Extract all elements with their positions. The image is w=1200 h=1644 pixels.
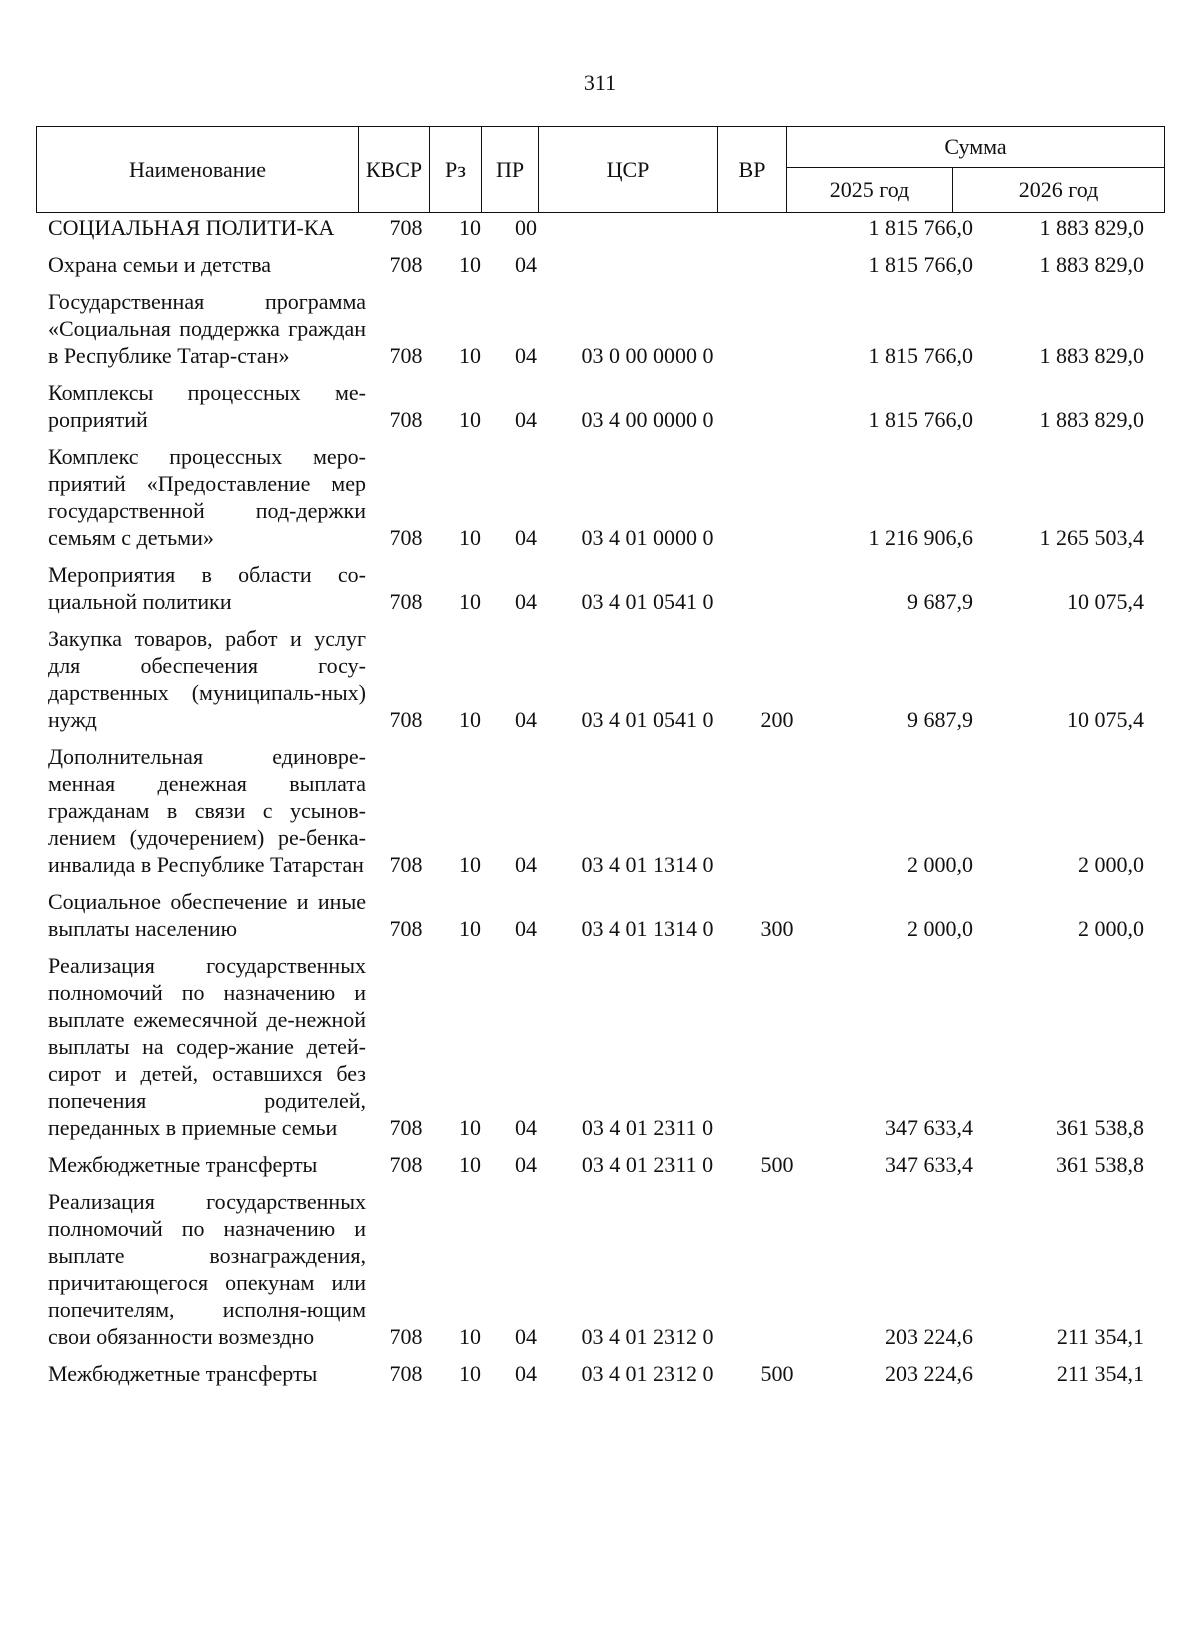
row-pr: 04	[515, 916, 537, 941]
table-row	[36, 743, 1164, 878]
row-name: Закупка товаров, работ и услуг для обеспечения госу-дарственных (муниципаль-ных) нужд	[48, 626, 366, 732]
header-rz: Рз	[430, 127, 482, 213]
header-sum: Сумма	[787, 127, 1165, 168]
row-name: Социальное обеспечение и иные выплаты населению	[48, 889, 366, 941]
row-name: Комплексы процессных ме-роприятий	[48, 380, 366, 432]
row-pr: 04	[515, 1115, 537, 1140]
row-rz: 10	[459, 1152, 481, 1177]
row-pr: 04	[515, 407, 537, 432]
table-row	[36, 251, 1164, 278]
row-pr: 04	[515, 707, 537, 732]
header-csr: ЦСР	[539, 127, 718, 213]
row-name: Комплекс процессных меро-приятий «Предоставление мер государственной под-держки семьям с детьми»	[48, 444, 366, 550]
row-amount-2026: 361 538,8	[1056, 1115, 1144, 1140]
row-name: Мероприятия в области со-циальной политики	[48, 562, 366, 614]
header-year-2026: 2026 год	[953, 168, 1165, 213]
row-rz: 10	[459, 215, 481, 240]
row-name: Охрана семьи и детства	[48, 252, 272, 277]
row-rz: 10	[459, 407, 481, 432]
row-amount-2026: 10 075,4	[1067, 707, 1144, 732]
row-amount-2025: 1 815 766,0	[868, 252, 973, 277]
row-csr: 03 4 01 0541 0	[581, 589, 714, 614]
row-csr: 03 4 01 2311 0	[581, 1152, 714, 1177]
table-row	[36, 443, 1164, 551]
table-body	[36, 214, 1164, 1397]
row-kvsr: 708	[389, 343, 423, 368]
row-pr: 04	[515, 252, 537, 277]
row-csr: 03 0 00 0000 0	[581, 343, 714, 368]
row-amount-2025: 2 000,0	[907, 852, 973, 877]
row-amount-2026: 2 000,0	[1078, 916, 1144, 941]
table-row	[36, 1188, 1164, 1350]
row-amount-2025: 1 815 766,0	[868, 215, 973, 240]
table-row	[36, 952, 1164, 1141]
row-name: Межбюджетные трансферты	[48, 1361, 318, 1386]
table-row	[36, 625, 1164, 733]
row-csr: 03 4 01 1314 0	[581, 852, 714, 877]
row-amount-2025: 1 216 906,6	[868, 525, 973, 550]
row-kvsr: 708	[389, 1324, 423, 1349]
header-kvsr: КВСР	[359, 127, 430, 213]
row-amount-2026: 1 265 503,4	[1039, 525, 1144, 550]
page-number: 311	[583, 70, 617, 95]
row-rz: 10	[459, 525, 481, 550]
table-row	[36, 288, 1164, 369]
row-amount-2025: 9 687,9	[907, 589, 973, 614]
row-amount-2025: 203 224,6	[885, 1361, 973, 1386]
row-rz: 10	[459, 1361, 481, 1386]
row-csr: 03 4 01 2312 0	[581, 1324, 714, 1349]
row-amount-2026: 211 354,1	[1056, 1361, 1144, 1386]
row-amount-2025: 203 224,6	[885, 1324, 973, 1349]
row-name: Реализация государственных полномочий по назначению и выплате вознаграждения, причитающегося опекунам или попечителям, исполня-ющим свои обязанности возмездно	[48, 1189, 366, 1349]
header-vr: ВР	[718, 127, 787, 213]
table-row	[36, 1360, 1164, 1387]
header-year-2025: 2025 год	[787, 168, 953, 213]
row-rz: 10	[459, 343, 481, 368]
row-name: СОЦИАЛЬНАЯ ПОЛИТИ-КА	[48, 215, 335, 240]
row-kvsr: 708	[389, 1361, 423, 1386]
row-amount-2026: 10 075,4	[1067, 589, 1144, 614]
row-pr: 04	[515, 852, 537, 877]
header-name: Наименование	[37, 127, 359, 213]
row-kvsr: 708	[389, 1152, 423, 1177]
row-csr: 03 4 01 2312 0	[581, 1361, 714, 1386]
row-kvsr: 708	[389, 916, 423, 941]
row-pr: 04	[515, 589, 537, 614]
row-pr: 04	[515, 1361, 537, 1386]
row-rz: 10	[459, 852, 481, 877]
row-csr: 03 4 00 0000 0	[581, 407, 714, 432]
row-pr: 04	[515, 1324, 537, 1349]
row-kvsr: 708	[389, 407, 423, 432]
row-pr: 04	[515, 343, 537, 368]
row-kvsr: 708	[389, 707, 423, 732]
row-amount-2025: 347 633,4	[885, 1152, 973, 1177]
row-rz: 10	[459, 707, 481, 732]
row-vr: 300	[760, 916, 794, 941]
table-row	[36, 379, 1164, 433]
row-rz: 10	[459, 252, 481, 277]
row-amount-2026: 2 000,0	[1078, 852, 1144, 877]
row-kvsr: 708	[389, 589, 423, 614]
header-pr: ПР	[482, 127, 539, 213]
row-kvsr: 708	[389, 852, 423, 877]
table-row	[36, 561, 1164, 615]
row-rz: 10	[459, 916, 481, 941]
row-amount-2026: 1 883 829,0	[1039, 252, 1144, 277]
row-amount-2025: 9 687,9	[907, 707, 973, 732]
row-vr: 500	[760, 1361, 794, 1386]
row-rz: 10	[459, 1115, 481, 1140]
row-kvsr: 708	[389, 1115, 423, 1140]
table-row	[36, 888, 1164, 942]
row-amount-2026: 361 538,8	[1056, 1152, 1144, 1177]
row-amount-2025: 2 000,0	[907, 916, 973, 941]
row-rz: 10	[459, 589, 481, 614]
row-pr: 04	[515, 1152, 537, 1177]
table-row	[36, 1151, 1164, 1178]
row-csr: 03 4 01 0000 0	[581, 525, 714, 550]
row-amount-2026: 1 883 829,0	[1039, 215, 1144, 240]
row-name: Государственная программа «Социальная поддержка граждан в Республике Татар-стан»	[48, 289, 366, 368]
row-amount-2025: 1 815 766,0	[868, 407, 973, 432]
row-rz: 10	[459, 1324, 481, 1349]
row-csr: 03 4 01 1314 0	[581, 916, 714, 941]
row-csr: 03 4 01 2311 0	[581, 1115, 714, 1140]
row-amount-2025: 1 815 766,0	[868, 343, 973, 368]
row-amount-2026: 211 354,1	[1056, 1324, 1144, 1349]
row-name: Реализация государственных полномочий по назначению и выплате ежемесячной де-нежной выплаты на содер-жание детей-сирот и детей, оставшихся без попечения родителей, переданных в приемные семьи	[48, 953, 366, 1140]
row-vr: 200	[760, 707, 794, 732]
row-pr: 00	[515, 215, 537, 240]
row-amount-2026: 1 883 829,0	[1039, 407, 1144, 432]
table-header	[36, 126, 1165, 213]
row-name: Межбюджетные трансферты	[48, 1152, 318, 1177]
row-kvsr: 708	[389, 252, 423, 277]
row-name: Дополнительная единовре-менная денежная выплата гражданам в связи с усынов-лением (удочерением) ре-бенка-инвалида в Республике Татарстан	[48, 744, 366, 877]
row-kvsr: 708	[389, 215, 423, 240]
row-pr: 04	[515, 525, 537, 550]
row-kvsr: 708	[389, 525, 423, 550]
row-amount-2025: 347 633,4	[885, 1115, 973, 1140]
row-amount-2026: 1 883 829,0	[1039, 343, 1144, 368]
table-row	[36, 214, 1164, 241]
row-vr: 500	[760, 1152, 794, 1177]
row-csr: 03 4 01 0541 0	[581, 707, 714, 732]
